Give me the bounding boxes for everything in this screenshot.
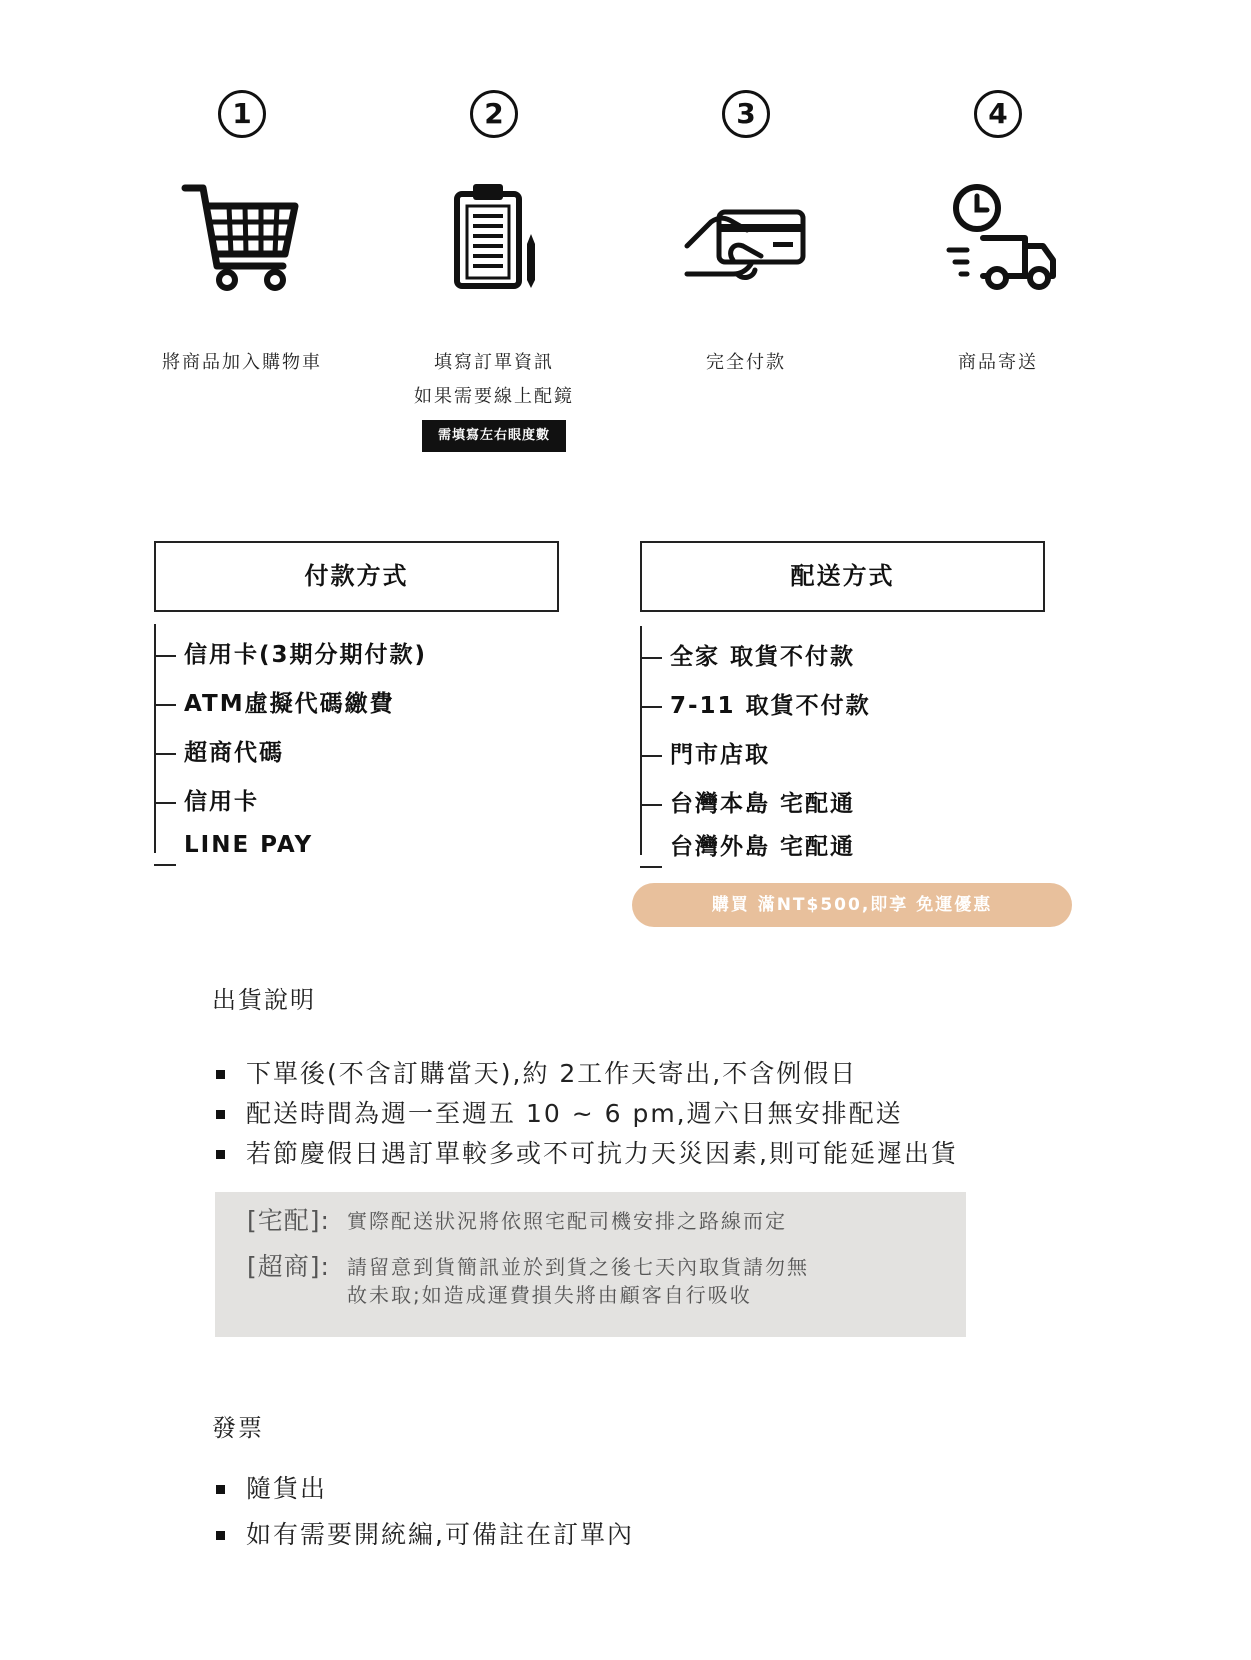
list-item: 如有需要開統編,可備註在訂單內 bbox=[214, 1512, 634, 1558]
step-number: 1 bbox=[218, 90, 266, 138]
credit-card-hand-icon bbox=[681, 176, 811, 296]
step-label: 將商品加入購物車 bbox=[162, 352, 322, 373]
list-item: 門市店取 bbox=[640, 724, 1045, 773]
delivery-truck-icon bbox=[933, 176, 1063, 296]
shipping-methods bbox=[640, 541, 1045, 868]
note-key: [超商]: bbox=[247, 1252, 330, 1281]
step-label: 商品寄送 bbox=[958, 352, 1038, 373]
list-item: 全家 取貨不付款 bbox=[640, 626, 1045, 675]
step-number: 2 bbox=[470, 90, 518, 138]
list-item: 7-11 取貨不付款 bbox=[640, 675, 1045, 724]
note-home-delivery bbox=[247, 1204, 966, 1238]
list-item: 下單後(不含訂購當天),約 2工作天寄出,不含例假日 bbox=[214, 1054, 958, 1094]
note-value: 請留意到貨簡訊並於到貨之後七天內取貨請勿無 故未取;如造成運費損失將由顧客自行吸收 bbox=[347, 1255, 809, 1307]
payment-list bbox=[154, 624, 559, 866]
step-1 bbox=[122, 90, 362, 380]
payment-title: 付款方式 bbox=[154, 541, 559, 612]
invoice-list bbox=[214, 1466, 634, 1558]
step-note-badge: 需填寫左右眼度數 bbox=[422, 420, 566, 452]
list-item: 配送時間為週一至週五 10 ~ 6 pm,週六日無安排配送 bbox=[214, 1094, 958, 1134]
shipment-notes-list bbox=[214, 1054, 958, 1174]
list-item: 信用卡 bbox=[154, 771, 559, 820]
list-item: 若節慶假日遇訂單較多或不可抗力天災因素,則可能延遲出貨 bbox=[214, 1134, 958, 1174]
free-shipping-promo-badge: 購買 滿NT$500,即享 免運優惠 bbox=[632, 883, 1072, 927]
step-3 bbox=[626, 90, 866, 380]
step-2 bbox=[374, 90, 614, 452]
shipment-notes-title: 出貨說明 bbox=[212, 986, 316, 1014]
step-number: 4 bbox=[974, 90, 1022, 138]
list-item: 超商代碼 bbox=[154, 722, 559, 771]
list-item: 台灣本島 宅配通 bbox=[640, 773, 1045, 822]
step-label: 完全付款 bbox=[706, 352, 786, 373]
list-item: 信用卡(3期分期付款) bbox=[154, 624, 559, 673]
shopping-cart-icon bbox=[177, 176, 307, 296]
invoice-title: 發票 bbox=[212, 1414, 264, 1442]
step-4 bbox=[878, 90, 1118, 380]
note-key: [宅配]: bbox=[247, 1206, 330, 1235]
delivery-notes-box bbox=[215, 1192, 966, 1337]
list-item: ATM虛擬代碼繳費 bbox=[154, 673, 559, 722]
clipboard-icon bbox=[429, 176, 559, 296]
step-label: 填寫訂單資訊 bbox=[434, 352, 554, 373]
step-number: 3 bbox=[722, 90, 770, 138]
note-value: 實際配送狀況將依照宅配司機安排之路線而定 bbox=[347, 1209, 787, 1233]
list-item: LINE PAY bbox=[154, 820, 559, 866]
list-item: 台灣外島 宅配通 bbox=[640, 822, 1045, 868]
step-label-2: 如果需要線上配鏡 bbox=[414, 386, 574, 407]
list-item: 隨貨出 bbox=[214, 1466, 634, 1512]
payment-methods bbox=[154, 541, 559, 866]
shipping-title: 配送方式 bbox=[640, 541, 1045, 612]
shipping-list bbox=[640, 626, 1045, 868]
note-convenience-store bbox=[247, 1250, 966, 1309]
